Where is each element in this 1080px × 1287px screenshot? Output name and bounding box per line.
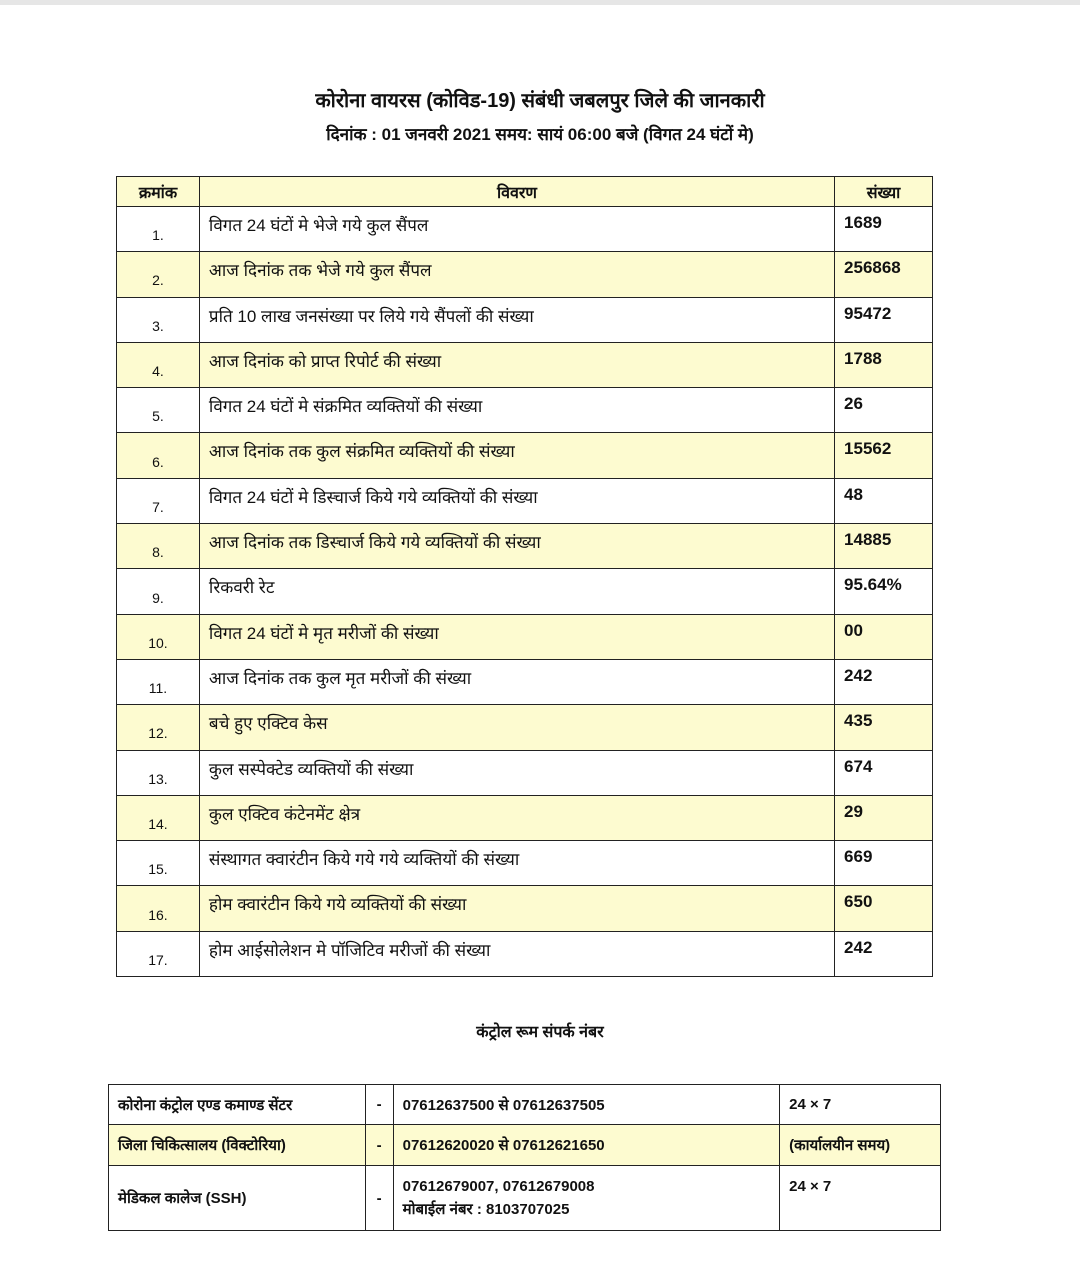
covid-stats-table — [116, 176, 933, 977]
table-row — [117, 433, 933, 478]
serial-cell: 8. — [117, 524, 200, 569]
count-cell: 95472 — [835, 297, 933, 342]
table-row — [117, 886, 933, 931]
count-cell: 242 — [835, 931, 933, 976]
control-room-contacts-table — [108, 1084, 941, 1231]
table-row — [117, 388, 933, 433]
table-row — [117, 342, 933, 387]
description-cell: विगत 24 घंटों मे डिस्चार्ज किये गये व्यक्तियों की संख्या — [199, 478, 834, 523]
serial-cell: 3. — [117, 297, 200, 342]
serial-cell: 10. — [117, 614, 200, 659]
serial-cell: 14. — [117, 795, 200, 840]
serial-cell: 4. — [117, 342, 200, 387]
description-cell: होम क्वारंटीन किये गये व्यक्तियों की संख्या — [199, 886, 834, 931]
count-cell: 674 — [835, 750, 933, 795]
top-bar — [0, 0, 1080, 5]
page-subtitle: दिनांक : 01 जनवरी 2021 समय: सायं 06:00 बजे (विगत 24 घंटों मे) — [326, 125, 754, 144]
description-cell: आज दिनांक को प्राप्त रिपोर्ट की संख्या — [199, 342, 834, 387]
count-cell: 26 — [835, 388, 933, 433]
phone-numbers: 07612637500 से 07612637505 — [402, 1096, 605, 1114]
count-cell: 48 — [835, 478, 933, 523]
contact-phone — [393, 1125, 780, 1166]
serial-cell: 2. — [117, 252, 200, 297]
serial-cell: 11. — [117, 659, 200, 704]
count-cell: 650 — [835, 886, 933, 931]
contact-name: मेडिकल कालेज (SSH) — [109, 1166, 366, 1231]
count-cell: 15562 — [835, 433, 933, 478]
serial-cell: 1. — [117, 207, 200, 252]
contact-hours: 24 × 7 — [780, 1166, 941, 1231]
table-row — [117, 252, 933, 297]
table-row — [117, 750, 933, 795]
table-row — [117, 931, 933, 976]
serial-cell: 9. — [117, 569, 200, 614]
contact-hours: (कार्यालयीन समय) — [780, 1125, 941, 1166]
contact-name: जिला चिकित्सालय (विक्टोरिया) — [109, 1125, 366, 1166]
table-row — [117, 207, 933, 252]
column-header-serial: क्रमांक — [117, 177, 200, 207]
table-row — [117, 569, 933, 614]
serial-cell: 7. — [117, 478, 200, 523]
count-cell: 669 — [835, 841, 933, 886]
table-row — [117, 795, 933, 840]
description-cell: विगत 24 घंटों मे भेजे गये कुल सैंपल — [199, 207, 834, 252]
contact-row — [109, 1166, 941, 1231]
serial-cell: 12. — [117, 705, 200, 750]
contact-dash: - — [365, 1085, 393, 1125]
contact-dash: - — [365, 1166, 393, 1231]
count-cell: 435 — [835, 705, 933, 750]
serial-cell: 6. — [117, 433, 200, 478]
description-cell: होम आईसोलेशन मे पॉजिटिव मरीजों की संख्या — [199, 931, 834, 976]
count-cell: 95.64% — [835, 569, 933, 614]
description-cell: विगत 24 घंटों मे संक्रमित व्यक्तियों की संख्या — [199, 388, 834, 433]
serial-cell: 13. — [117, 750, 200, 795]
description-cell: आज दिनांक तक कुल संक्रमित व्यक्तियों की संख्या — [199, 433, 834, 478]
count-cell: 242 — [835, 659, 933, 704]
description-cell: आज दिनांक तक डिस्चार्ज किये गये व्यक्तियों की संख्या — [199, 524, 834, 569]
description-cell: आज दिनांक तक कुल मृत मरीजों की संख्या — [199, 659, 834, 704]
count-cell: 1788 — [835, 342, 933, 387]
serial-cell: 5. — [117, 388, 200, 433]
count-cell: 29 — [835, 795, 933, 840]
column-header-count: संख्या — [835, 177, 933, 207]
table-row — [117, 297, 933, 342]
description-cell: कुल सस्पेक्टेड व्यक्तियों की संख्या — [199, 750, 834, 795]
description-cell: रिकवरी रेट — [199, 569, 834, 614]
contacts-title: कंट्रोल रूम संपर्क नंबर — [476, 1024, 604, 1041]
contact-phone — [393, 1166, 780, 1231]
description-cell: संस्थागत क्वारंटीन किये गये गये व्यक्तियों की संख्या — [199, 841, 834, 886]
contact-dash: - — [365, 1125, 393, 1166]
count-cell: 14885 — [835, 524, 933, 569]
count-cell: 256868 — [835, 252, 933, 297]
description-cell: बचे हुए एक्टिव केस — [199, 705, 834, 750]
table-row — [117, 524, 933, 569]
description-cell: प्रति 10 लाख जनसंख्या पर लिये गये सैंपलों की संख्या — [199, 297, 834, 342]
contact-phone — [393, 1085, 780, 1125]
contact-row — [109, 1125, 941, 1166]
table-header — [117, 177, 933, 207]
contact-row — [109, 1085, 941, 1125]
table-row — [117, 659, 933, 704]
page-title: कोरोना वायरस (कोविड-19) संबंधी जबलपुर जिले की जानकारी — [315, 90, 765, 112]
count-cell: 00 — [835, 614, 933, 659]
phone-numbers: 07612620020 से 07612621650 — [402, 1137, 605, 1154]
count-cell: 1689 — [835, 207, 933, 252]
table-row — [117, 705, 933, 750]
mobile-number: मोबाईल नंबर : 8103707025 — [402, 1200, 570, 1218]
table-row — [117, 841, 933, 886]
phone-numbers: 07612679007, 07612679008 — [402, 1177, 595, 1195]
serial-cell: 17. — [117, 931, 200, 976]
table-row — [117, 478, 933, 523]
table-row — [117, 614, 933, 659]
description-cell: कुल एक्टिव कंटेनमेंट क्षेत्र — [199, 795, 834, 840]
description-cell: आज दिनांक तक भेजे गये कुल सैंपल — [199, 252, 834, 297]
contact-hours: 24 × 7 — [780, 1085, 941, 1125]
description-cell: विगत 24 घंटों मे मृत मरीजों की संख्या — [199, 614, 834, 659]
contact-name: कोरोना कंट्रोल एण्ड कमाण्ड सेंटर — [109, 1085, 366, 1125]
column-header-description: विवरण — [199, 177, 834, 207]
serial-cell: 15. — [117, 841, 200, 886]
serial-cell: 16. — [117, 886, 200, 931]
